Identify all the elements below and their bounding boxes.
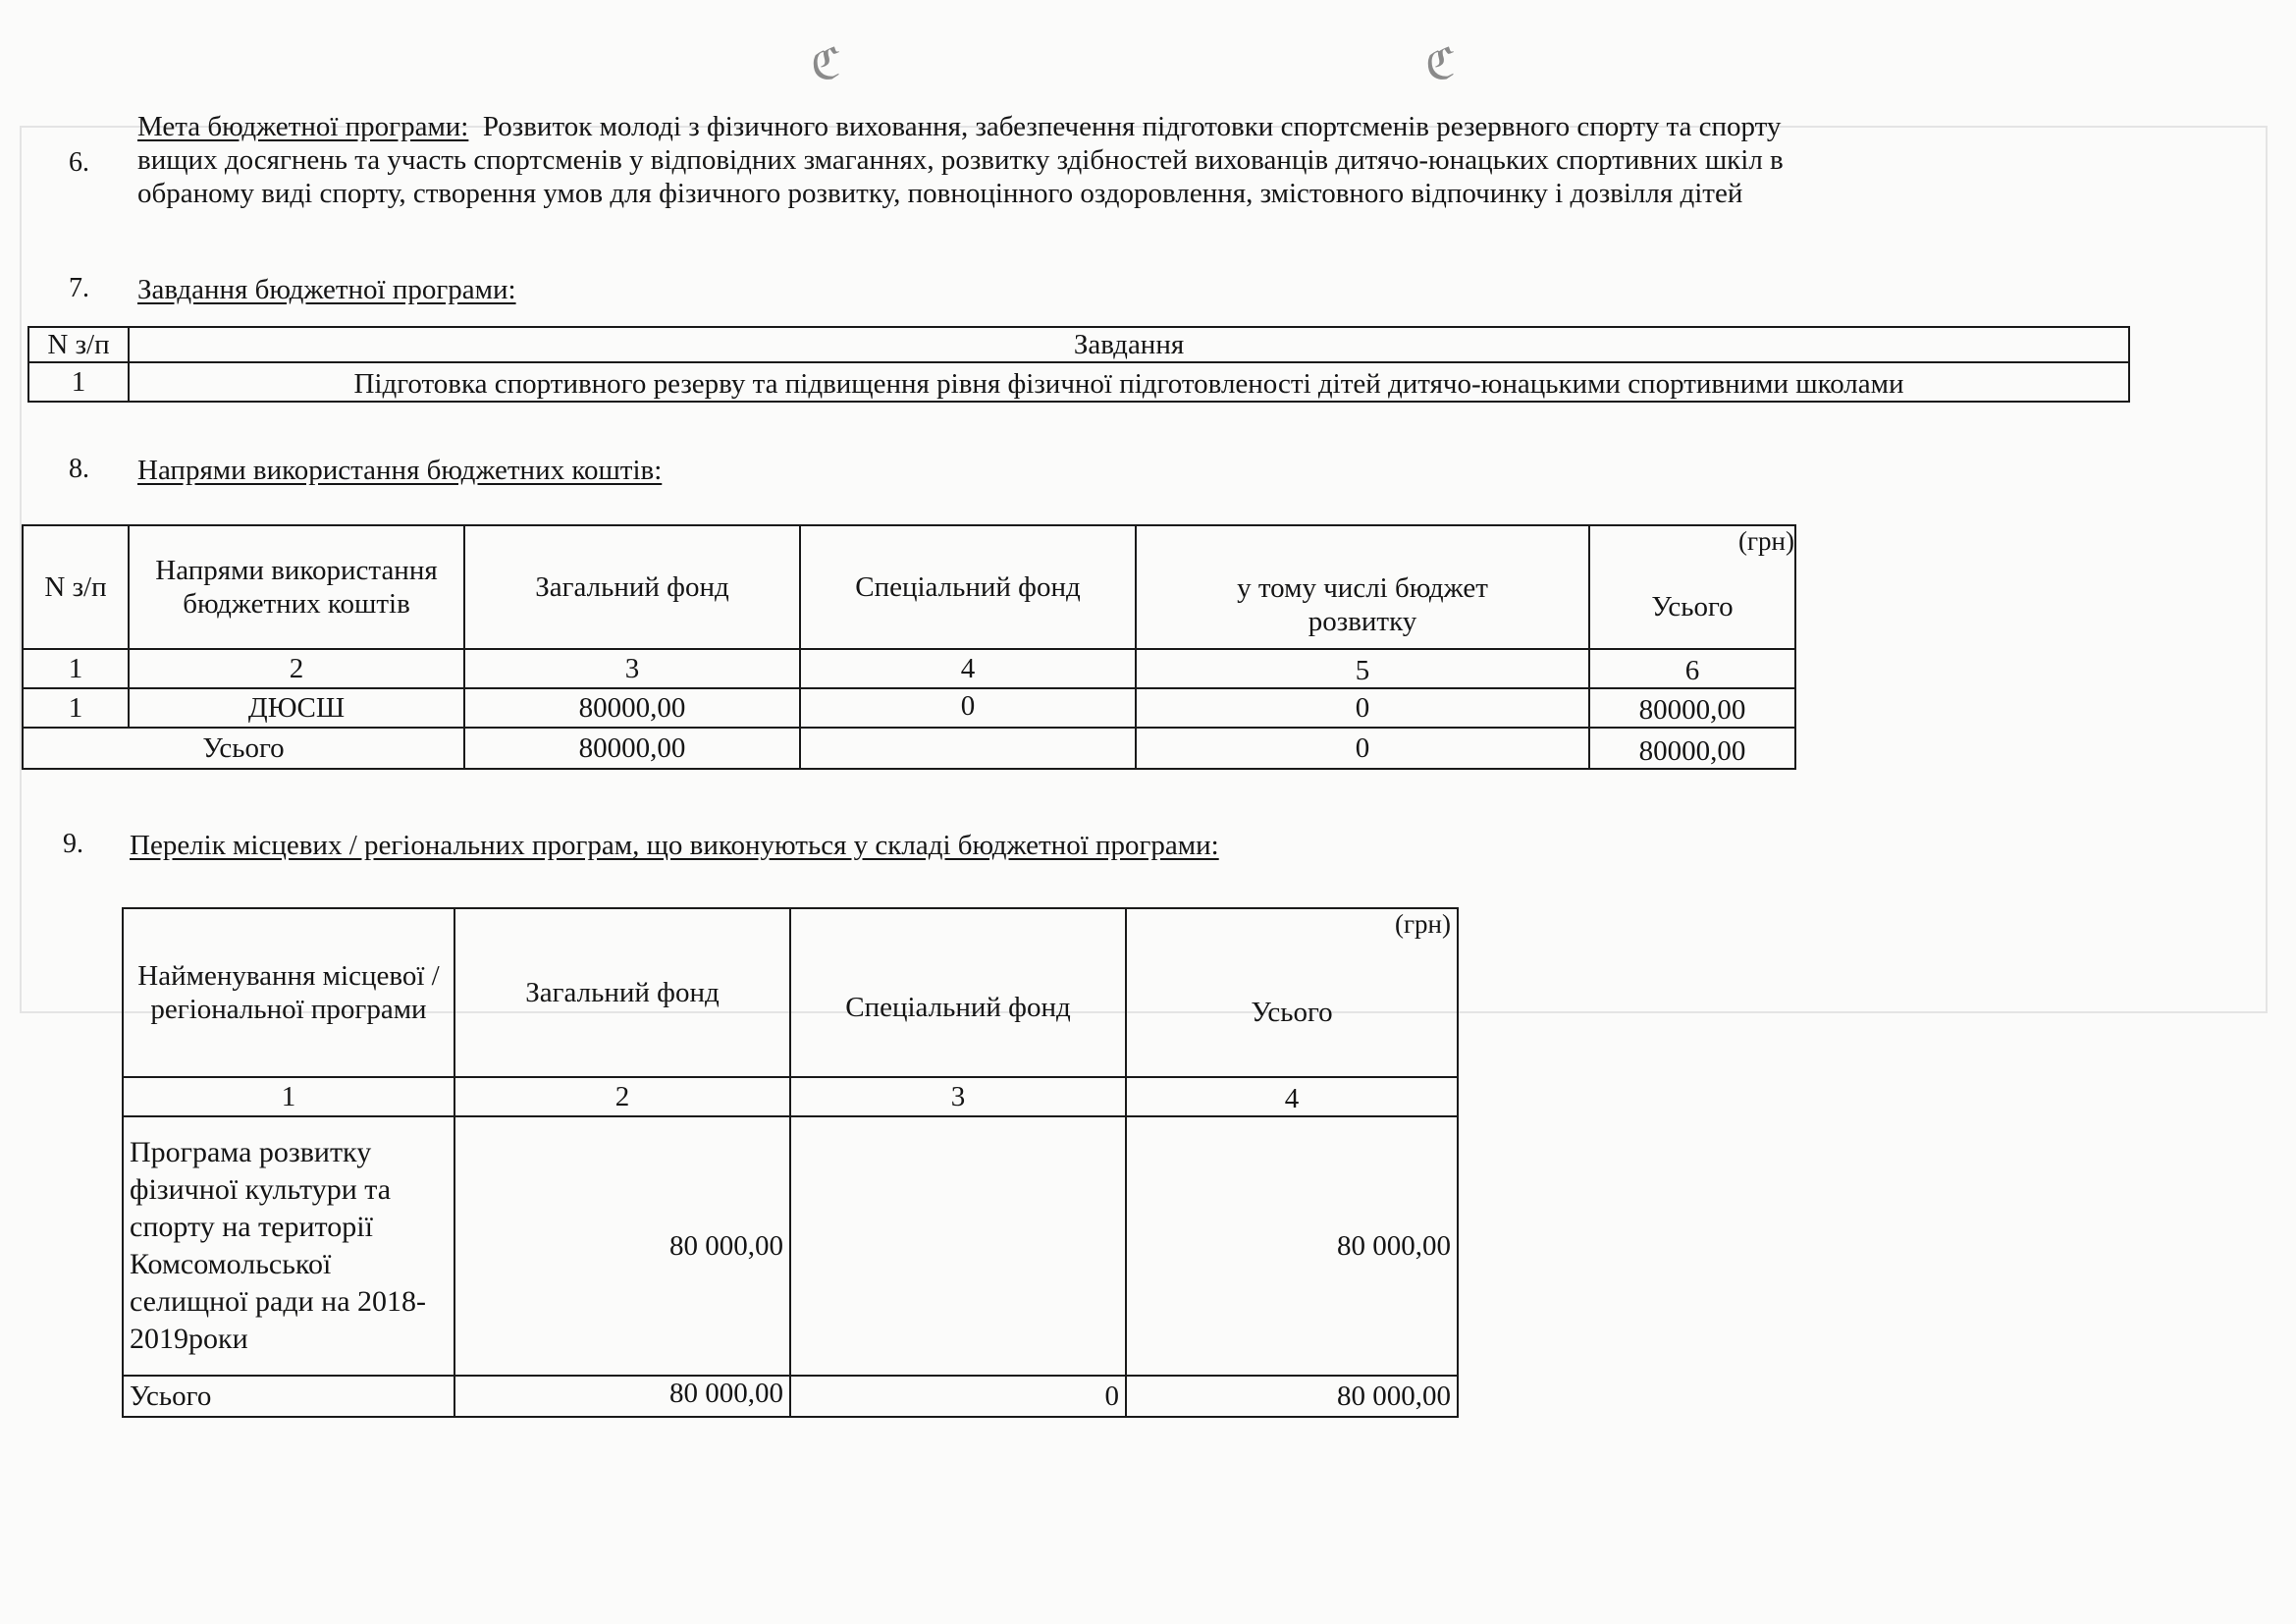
prog-unit-label: (грн)	[1394, 909, 1451, 939]
exp-header-dev: у тому числі бюджет розвитку	[1136, 525, 1589, 649]
table-row	[123, 1376, 1458, 1417]
exp-header-direction: Напрями використання бюджетних коштів	[129, 525, 464, 649]
prog-colnum-4: 4	[1126, 1077, 1458, 1116]
exp-total-total: 80000,00	[1589, 728, 1795, 769]
exp-row-direction: ДЮСШ	[129, 688, 464, 728]
prog-row-name: Програма розвитку фізичної культури та спорту на території Комсомольської селищної ради на 2018-2019роки	[123, 1116, 454, 1376]
section-8-number: 8.	[69, 454, 89, 484]
exp-header-num: N з/п	[23, 525, 129, 649]
prog-colnum-2: 2	[454, 1077, 790, 1116]
prog-colnum-1: 1	[123, 1077, 454, 1116]
exp-colnum-5: 5	[1136, 649, 1589, 688]
programs-table	[122, 907, 1459, 1418]
table-row	[23, 649, 1795, 688]
section-7-number: 7.	[69, 273, 89, 303]
prog-row-special	[790, 1116, 1126, 1376]
prog-header-general: Загальний фонд	[454, 908, 790, 1077]
exp-header-total	[1589, 525, 1795, 649]
section-6-text-line1: Розвиток молоді з фізичного виховання, забезпечення підготовки спортсменів резервного спорту та спорту	[482, 111, 1782, 142]
section-6-text-line2: вищих досягнень та участь спортсменів у відповідних змаганнях, розвитку здібностей вихованців дитячо-юнацьких спортивних шкіл в	[137, 144, 1784, 176]
section-6-number: 6.	[69, 147, 89, 178]
tasks-row-task: Підготовка спортивного резерву та підвищення рівня фізичної підготовленості дітей дитячо-юнацькими спортивними школами	[129, 362, 2129, 402]
prog-total-label: Усього	[123, 1376, 454, 1417]
tasks-table	[27, 326, 2130, 403]
prog-total-special: 0	[790, 1376, 1126, 1417]
exp-colnum-2: 2	[129, 649, 464, 688]
exp-row-general: 80000,00	[464, 688, 800, 728]
exp-row-num: 1	[23, 688, 129, 728]
tasks-header-num: N з/п	[28, 327, 129, 362]
exp-header-total-label: Усього	[1651, 591, 1734, 623]
tasks-row-num: 1	[28, 362, 129, 402]
prog-header-total-label: Усього	[1251, 997, 1333, 1028]
exp-header-special: Спеціальний фонд	[800, 525, 1136, 649]
watermark-left: ℭ	[811, 40, 841, 88]
section-6-label: Мета бюджетної програми:	[137, 111, 469, 142]
exp-row-total: 80000,00	[1589, 688, 1795, 728]
prog-header-name: Найменування місцевої / регіональної програми	[123, 908, 454, 1077]
watermark-right: ℭ	[1425, 40, 1456, 88]
exp-colnum-4: 4	[800, 649, 1136, 688]
exp-header-general: Загальний фонд	[464, 525, 800, 649]
prog-colnum-3: 3	[790, 1077, 1126, 1116]
section-9-label: Перелік місцевих / регіональних програм, що виконуються у складі бюджетної програми:	[130, 830, 1219, 861]
section-6-text-line3: обраному виді спорту, створення умов для фізичного розвитку, повноцінного оздоровлення, змістовного відпочинку і дозвілля дітей	[137, 178, 1743, 209]
exp-total-dev: 0	[1136, 728, 1589, 769]
exp-row-dev: 0	[1136, 688, 1589, 728]
exp-unit-label: (грн)	[1737, 526, 1794, 556]
tasks-header-task: Завдання	[129, 327, 2129, 362]
prog-header-total	[1126, 908, 1458, 1077]
prog-row-general: 80 000,00	[454, 1116, 790, 1376]
section-9-number: 9.	[63, 829, 83, 859]
table-row	[123, 1116, 1458, 1376]
exp-total-label: Усього	[23, 728, 464, 769]
section-6-goal	[137, 110, 2258, 210]
expenditure-table	[22, 524, 1796, 770]
section-8-label: Напрями використання бюджетних коштів:	[137, 455, 663, 486]
exp-colnum-3: 3	[464, 649, 800, 688]
exp-row-special: 0	[800, 688, 1136, 728]
section-7-label: Завдання бюджетної програми:	[137, 274, 516, 305]
table-row	[28, 362, 2129, 402]
exp-colnum-6: 6	[1589, 649, 1795, 688]
table-row	[23, 688, 1795, 728]
exp-total-special	[800, 728, 1136, 769]
exp-colnum-1: 1	[23, 649, 129, 688]
bleed-line	[2266, 126, 2268, 1013]
prog-row-total: 80 000,00	[1126, 1116, 1458, 1376]
table-row	[23, 728, 1795, 769]
exp-total-general: 80000,00	[464, 728, 800, 769]
table-row	[123, 1077, 1458, 1116]
prog-total-general: 80 000,00	[454, 1376, 790, 1417]
prog-header-special: Спеціальний фонд	[790, 908, 1126, 1077]
prog-total-total: 80 000,00	[1126, 1376, 1458, 1417]
